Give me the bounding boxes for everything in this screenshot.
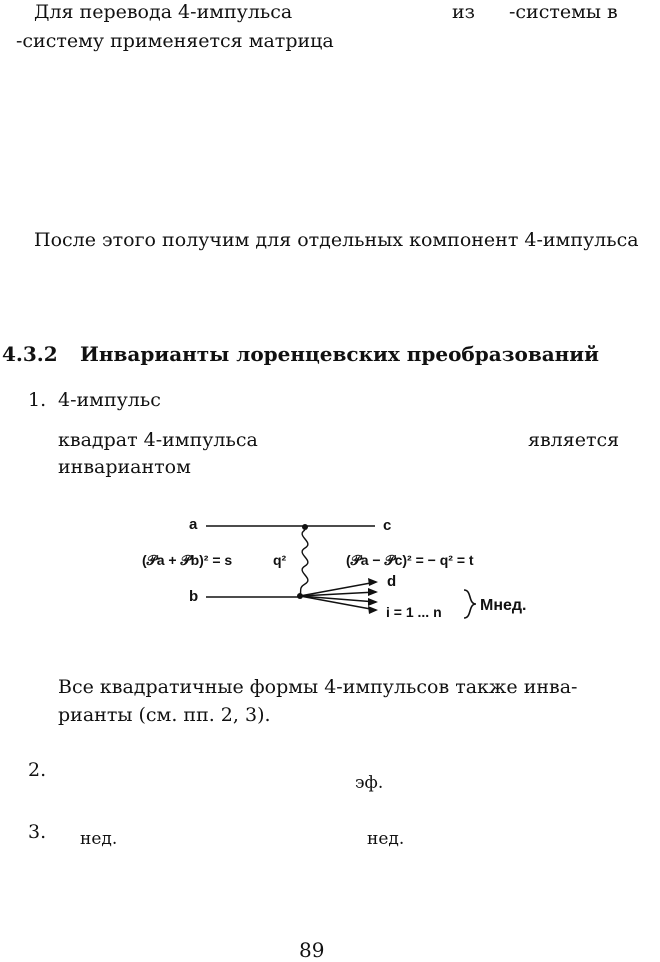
out-line-4 xyxy=(300,596,376,610)
item1-label: 4-импульс xyxy=(58,389,161,411)
item1-text-b: является xyxy=(528,429,620,451)
item1-text-a: квадрат 4-импульса xyxy=(58,429,258,451)
scattering-diagram xyxy=(130,508,550,638)
label-c: c xyxy=(383,517,392,534)
vertex-top xyxy=(302,524,308,530)
intro-text-system: -системы в xyxy=(509,1,618,23)
section-number: 4.3.2 xyxy=(2,342,58,366)
i-range: i = 1 ... n xyxy=(386,604,442,620)
section-title: Инварианты лоренцевских преобразований xyxy=(80,342,599,366)
out-line-3 xyxy=(300,596,376,602)
after-matrix-text: После этого получим для отдельных компонент 4-импульса xyxy=(34,229,639,251)
arrow-3 xyxy=(368,598,378,606)
m-label: Mнед. xyxy=(480,597,527,614)
q-squared: q² xyxy=(273,552,287,568)
item3-marker: 3. xyxy=(28,821,47,843)
quad-forms-line-2: рианты (см. пп. 2, 3). xyxy=(58,704,271,726)
brace xyxy=(464,590,476,618)
page-number: 89 xyxy=(299,938,325,962)
arrow-2 xyxy=(368,588,378,596)
quad-forms-line-1: Все квадратичные формы 4-импульсов также инва- xyxy=(58,676,578,698)
intro-text-2: -систему применяется матрица xyxy=(16,30,334,52)
item3-sub-1: нед. xyxy=(80,829,118,849)
left-formula: (𝒫a + 𝒫b)² = s xyxy=(142,552,233,568)
arrow-1 xyxy=(368,578,378,586)
label-b: b xyxy=(189,588,199,605)
photon-line xyxy=(300,530,308,594)
right-formula: (𝒫a − 𝒫c)² = − q² = t xyxy=(346,552,474,568)
intro-text-1: Для перевода 4-импульса xyxy=(34,1,293,23)
item1-marker: 1. xyxy=(28,389,47,411)
label-d: d xyxy=(387,573,397,590)
intro-text-from: из xyxy=(452,1,476,23)
label-a: a xyxy=(189,516,198,533)
item1-text-c: инвариантом xyxy=(58,456,191,478)
item2-sub: эф. xyxy=(355,773,384,793)
arrow-4 xyxy=(368,606,378,614)
item3-sub-2: нед. xyxy=(367,829,405,849)
item2-marker: 2. xyxy=(28,759,47,781)
